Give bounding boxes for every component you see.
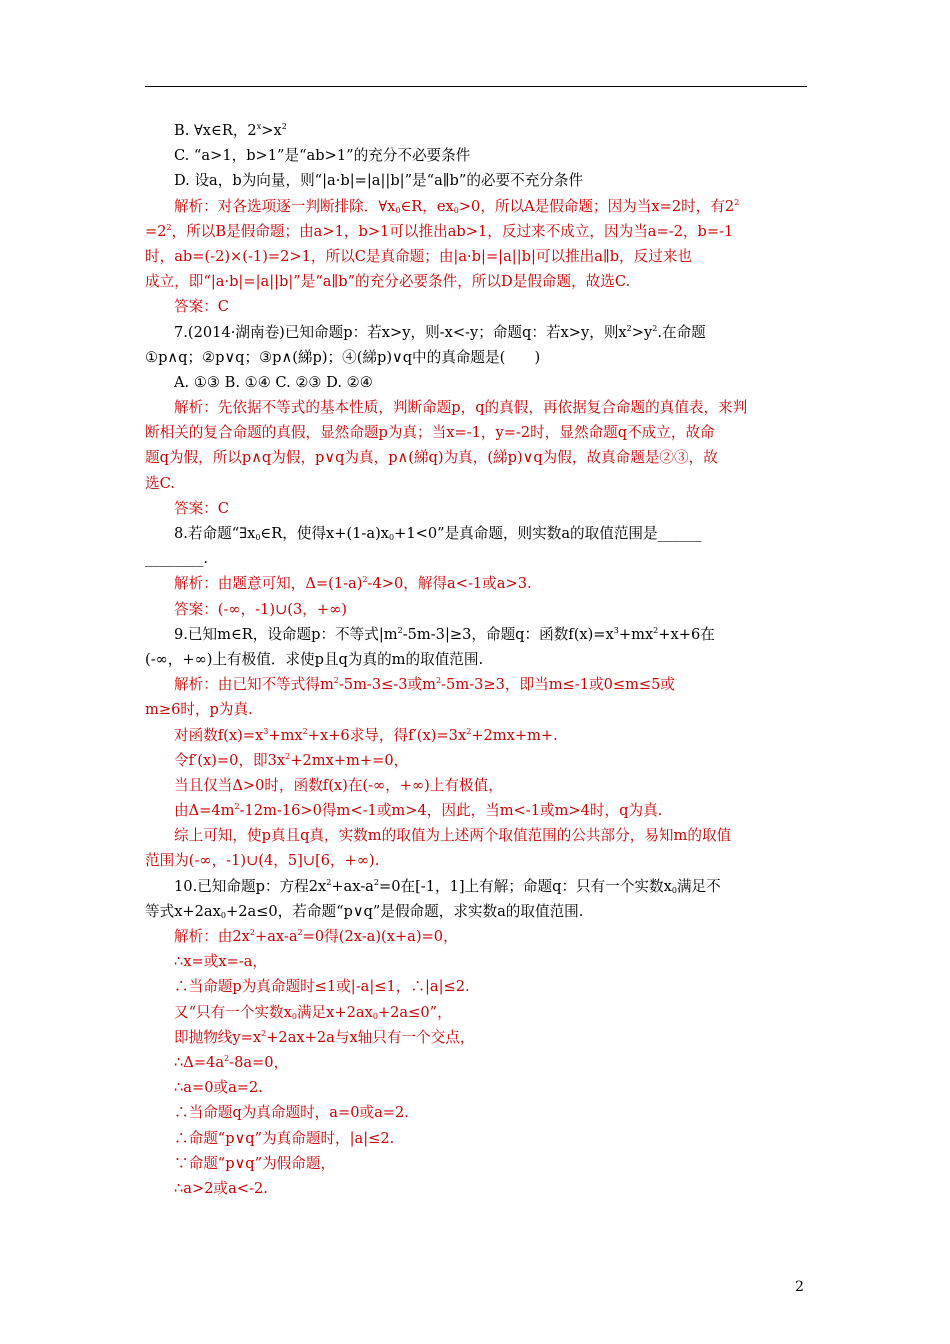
analysis-line: ∴x=或x=-a， bbox=[174, 953, 268, 971]
q10-analysis bbox=[145, 924, 807, 1201]
analysis-line: 断相关的复合命题的真假，显然命题p为真；当x=-1，y=-2时，显然命题q不成立，故命 bbox=[145, 424, 715, 442]
q7-stem: 7.(2014·湖南卷)已知命题p：若x>y，则-x<-y；命题q：若x>y，则$x^2>y^2$.在命题 bbox=[174, 323, 706, 341]
q8-answer: 答案：(-∞，-1)∪(3，+∞) bbox=[174, 600, 347, 618]
q6-option-c: C. “a>1，b>1”是“ab>1”的充分不必要条件 bbox=[174, 147, 471, 165]
q6-answer: 答案：C bbox=[174, 298, 229, 316]
q8-analysis: 解析：由题意可知，$\Delta=(1-a)^2-4>0$，解得a<-1或a>3. bbox=[174, 575, 532, 593]
analysis-line: 即抛物线$y=x^2+2ax+2a$与x轴只有一个交点， bbox=[174, 1028, 475, 1046]
analysis-line: 选C. bbox=[145, 474, 175, 492]
q10-stem-line-2: 等式$x+2ax_0+2a\le 0$，若命题“p∨q”是假命题，求实数a的取值范围. bbox=[145, 902, 584, 920]
analysis-line: 题q为假，所以p∧q为假，p∨q为真，p∧(綈q)为真，(綈p)∨q为假，故真命题是②③，故 bbox=[145, 449, 718, 467]
analysis-line: ∴当命题p为真命题时≤1或|-a|≤1，∴|a|≤2. bbox=[174, 978, 470, 996]
q9-analysis bbox=[145, 672, 807, 874]
analysis-line: 综上可知，使p真且q真，实数m的取值为上述两个取值范围的公共部分，易知m的取值 bbox=[174, 827, 732, 845]
header-rule bbox=[145, 86, 807, 87]
analysis-line: 解析：先依据不等式的基本性质，判断命题p，q的真假，再依据复合命题的真值表，来判 bbox=[174, 399, 748, 417]
q7-answer: 答案：C bbox=[174, 499, 229, 517]
analysis-line: ∵命题“p∨q”为假命题， bbox=[174, 1154, 336, 1172]
analysis-line: 时，ab=(-2)×(-1)=2>1，所以C是真命题；由|a·b|=|a||b|可以推出a∥b，反过来也 bbox=[145, 247, 693, 265]
q7-stem-line-2: ①p∧q；②p∨q；③p∧(綈p)；④(綈p)∨q中的真命题是( ) bbox=[145, 348, 541, 366]
q6-option-d: D. 设a，b为向量，则“|a·b|=|a||b|”是“a∥b”的必要不充分条件 bbox=[174, 172, 584, 190]
q9-stem: 9.已知m∈R，设命题p：不等式$|m^2-5m-3|\ge 3$，命题q：函数$f(x)=x^3+mx^2+x+6$在 bbox=[174, 625, 715, 643]
q8-stem: 8.若命题“$\exists x_0\in R$，使得$x+(1-a)x_0+1<0$”是真命题，则实数a的取值范围是______ bbox=[174, 525, 702, 542]
q10-stem: 10.已知命题p：方程$2x^2+ax-a^2=0$在[-1，1]上有解；命题q：只有一个实数$x_0$满足不 bbox=[174, 877, 721, 895]
analysis-line: ∴a=0或a=2. bbox=[174, 1079, 263, 1097]
q9-stem-line-2: (-∞，+∞)上有极值．求使p且q为真的m的取值范围. bbox=[145, 650, 484, 668]
analysis-line: 又“只有一个实数$x_0$满足$x+2ax_0+2a\le 0$”， bbox=[174, 1003, 452, 1021]
analysis-line: 解析：由$2x^2+ax-a^2=0$得(2x-a)(x+a)=0， bbox=[174, 928, 458, 945]
analysis-line: ∴当命题q为真命题时，a=0或a=2. bbox=[174, 1104, 409, 1122]
analysis-line: 令f′(x)=0，即$3x^2+2mx+m+=0$， bbox=[174, 751, 409, 769]
analysis-line: 对函数$f(x)=x^3+mx^2+x+6$求导，得$f'(x)=3x^2+2mx+m+$. bbox=[174, 726, 558, 744]
analysis-line: 成立，即“|a·b|=|a||b|”是“a∥b”的充分必要条件，所以D是假命题，故选C. bbox=[145, 273, 631, 291]
analysis-line: m≥6时，p为真. bbox=[145, 701, 253, 719]
analysis-line: $=2^2$，所以B是假命题；由a>1，b>1可以推出ab>1，反过来不成立，因为当a=-2，b=-1 bbox=[145, 222, 734, 240]
document-body bbox=[145, 118, 807, 1201]
page-number: 2 bbox=[795, 1279, 804, 1295]
analysis-line: ∴a>2或a<-2. bbox=[174, 1179, 268, 1197]
q7-options: A. ①③ B. ①④ C. ②③ D. ②④ bbox=[174, 373, 373, 391]
analysis-line: ∴命题“p∨q”为真命题时，|a|≤2. bbox=[174, 1129, 395, 1147]
analysis-line: 当且仅当Δ>0时，函数f(x)在(-∞，+∞)上有极值， bbox=[174, 776, 503, 794]
analysis-line: 解析：由已知不等式得$m^2-5m-3\le-3$或$m^2-5m-3\ge 3$，即当m≤-1或0≤m≤5或 bbox=[174, 676, 676, 694]
analysis-line: $\therefore\Delta=4a^2-8a=0$， bbox=[174, 1053, 289, 1071]
q7-analysis bbox=[145, 395, 807, 496]
q8-stem-line-2: ________. bbox=[145, 550, 209, 568]
analysis-line: 由$\Delta=4m^2-12m-16>0$得m<-1或m>4，因此，当m<-1或m>4时，q为真. bbox=[174, 802, 663, 820]
analysis-line: 范围为(-∞，-1)∪(4，5]∪[6，+∞). bbox=[145, 852, 380, 870]
q6-option-b: B. ∀x∈R，$2^x>x^2$ bbox=[174, 122, 287, 139]
analysis-line: 解析：对各选项逐一判断排除．$\forall x_0\in R$，$ex_0>0$，所以A是假命题；因为当x=2时，有$2^2$ bbox=[174, 197, 740, 215]
q6-analysis bbox=[145, 194, 807, 295]
